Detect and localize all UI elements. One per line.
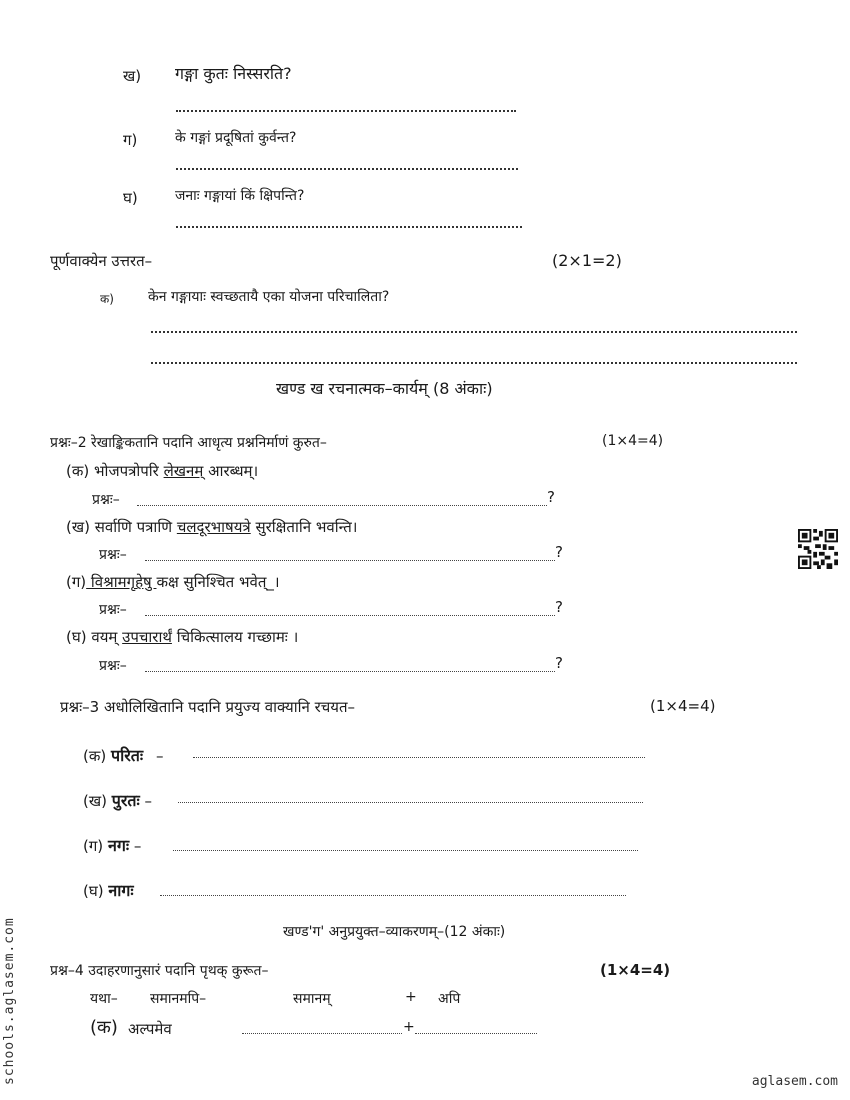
q3-item-dash: – (155, 747, 164, 765)
q1-item-label: ख) (123, 67, 142, 85)
q4-marks: (1×4=4) (600, 961, 671, 979)
q2-item-underlined: उपचारार्थं (122, 628, 172, 646)
q3-item-label: (घ) (83, 882, 104, 900)
q2-qmark: ? (555, 654, 563, 672)
q3-item-dash: – (144, 792, 153, 810)
q3-item-label: (ग) (83, 837, 104, 855)
q4-example-part1: समानम् (293, 991, 331, 1007)
answer-line[interactable] (193, 757, 645, 758)
answer-line[interactable] (137, 505, 547, 506)
answer-line[interactable] (151, 362, 797, 364)
answer-line[interactable] (160, 895, 626, 896)
answer-line[interactable] (415, 1033, 537, 1034)
q1-item-text: गङ्गा कुतः निस्सरति? (175, 64, 292, 83)
q2-qmark: ? (547, 488, 555, 506)
q2-item-label: (क) (66, 462, 90, 480)
footer-site[interactable]: aglasem.com (751, 1074, 838, 1089)
side-watermark: schools.aglasem.com (2, 917, 17, 1085)
q3-item-word: पुरतः (111, 791, 140, 810)
q2-item (66, 572, 280, 592)
q2-item (66, 517, 357, 537)
q3-item-word: परितः (111, 746, 144, 765)
section-b-heading: खण्ड ख रचनात्मक–कार्यम् (8 अंकाः) (276, 379, 493, 398)
q2-item-before: भोजपत्रोपरि (94, 462, 159, 480)
q2-heading: प्रश्नः–2 रेखाङ्किकतानि पदानि आधृत्य प्रश्ननिर्माणं कुरुत– (50, 435, 327, 451)
purna-heading: पूर्णवाक्येन उत्तरत– (50, 252, 153, 270)
section-c-heading: खण्ड'ग' अनुप्रयुक्त–व्याकरणम्–(12 अंकाः) (283, 924, 506, 940)
q2-qmark: ? (555, 543, 563, 561)
q4-plus: + (403, 1019, 415, 1035)
q2-answer-prefix: प्रश्नः– (99, 547, 127, 563)
q4-example-word: समानमपि– (150, 991, 207, 1007)
purna-marks: (2×1=2) (552, 251, 622, 270)
q2-item-after: सुरक्षितानि भवन्ति। (255, 518, 358, 536)
q3-item-word: नागः (108, 881, 134, 900)
q2-item-before: सर्वाणि पत्राणि (94, 518, 173, 536)
q2-item-label: (ग) (66, 573, 87, 591)
purna-item-label: क) (100, 292, 114, 306)
q2-item (66, 461, 258, 481)
q1-item-text: जनाः गङ्गायां किं क्षिपन्ति? (175, 188, 305, 204)
q3-item (83, 879, 134, 901)
qr-code-icon (798, 529, 838, 569)
q4-example-label: यथा– (90, 991, 118, 1007)
q3-heading: प्रश्नः–3 अधोलिखितानि पदानि प्रयुज्य वाक्यानि रचयत– (60, 698, 356, 716)
answer-line[interactable] (145, 615, 555, 616)
q3-item-label: (ख) (83, 792, 107, 810)
q2-item-label: (ख) (66, 518, 90, 536)
q4-item-word: अल्पमेव (128, 1020, 172, 1038)
answer-line[interactable] (242, 1033, 402, 1034)
purna-item-text: केन गङ्गायाः स्वच्छतायै एका योजना परिचालिता? (148, 289, 390, 305)
q2-item (66, 627, 298, 647)
q1-item-label: ग) (123, 131, 138, 149)
q3-item-word: नगः (107, 836, 130, 855)
q2-item-after: चिकित्सालय गच्छामः । (176, 628, 299, 646)
q3-item (83, 834, 141, 856)
q2-answer-prefix: प्रश्नः– (92, 492, 120, 508)
q2-item-underlined: लेखनम् (163, 462, 204, 480)
q4-example-part2: अपि (438, 991, 461, 1007)
q2-item-underlined: विश्रामगृहेषु (86, 573, 157, 591)
q3-item-label: (क) (83, 747, 107, 765)
q4-heading: प्रश्न–4 उदाहरणानुसारं पदानि पृथक् कुरूत– (50, 963, 269, 979)
q1-item-label: घ) (123, 189, 138, 207)
q1-item-text: के गङ्गां प्रदूषितां कुर्वन्त? (175, 130, 297, 146)
q3-item-dash: – (133, 837, 142, 855)
q3-item (83, 789, 152, 811)
q3-item (83, 744, 163, 766)
q2-answer-prefix: प्रश्नः– (99, 658, 127, 674)
q2-qmark: ? (555, 598, 563, 616)
answer-line[interactable] (176, 168, 518, 170)
q4-plus: + (405, 989, 417, 1005)
answer-line[interactable] (176, 226, 522, 228)
q2-item-before: वयम् (91, 628, 118, 646)
q2-marks: (1×4=4) (602, 433, 664, 449)
q2-item-after: आरब्धम्। (208, 462, 259, 480)
q2-item-label: (घ) (66, 628, 87, 646)
answer-line[interactable] (151, 331, 797, 333)
answer-line[interactable] (145, 671, 555, 672)
q2-item-after: कक्ष सुनिश्चित भवेत्_। (156, 573, 280, 591)
q4-item-label: (क) (90, 1017, 118, 1038)
answer-line[interactable] (178, 802, 643, 803)
answer-line[interactable] (176, 110, 516, 112)
answer-line[interactable] (173, 850, 638, 851)
q2-answer-prefix: प्रश्नः– (99, 602, 127, 618)
answer-line[interactable] (145, 560, 555, 561)
q3-marks: (1×4=4) (650, 697, 716, 715)
q2-item-underlined: चलदूरभाषयत्रे (176, 518, 251, 536)
